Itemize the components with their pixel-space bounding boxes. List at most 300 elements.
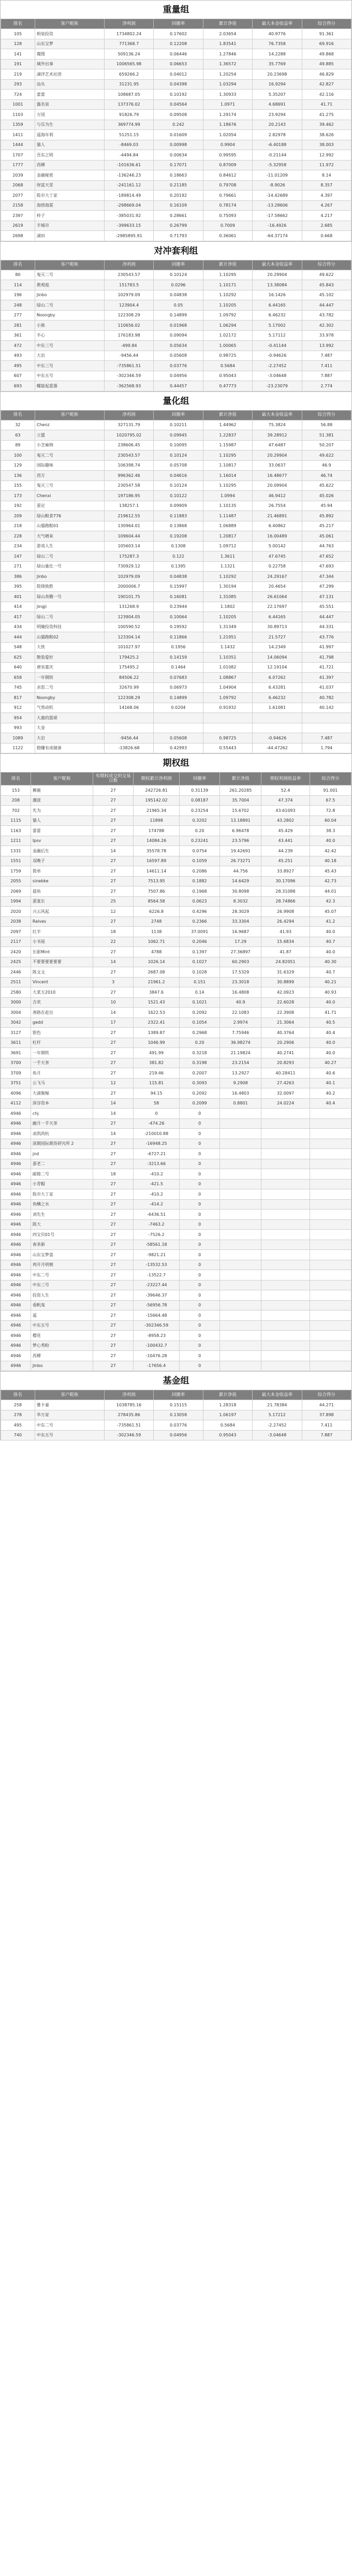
value-cell: 27: [93, 866, 134, 877]
nickname-cell: 蕾蕾: [35, 90, 104, 100]
table-row: [1, 997, 351, 1008]
value-cell: 14.06094: [253, 652, 302, 663]
rank-cell: 386: [1, 572, 35, 582]
nickname-cell: 看帆鬼: [31, 1300, 93, 1311]
value-cell: 45.026: [302, 491, 351, 501]
column-header[interactable]: 累计净值: [203, 1390, 252, 1400]
column-header[interactable]: 综合得分: [302, 19, 351, 29]
value-cell: 27: [93, 1028, 134, 1038]
value-cell: 20.2906: [261, 1038, 310, 1048]
value-cell: 42.3: [310, 896, 351, 907]
column-header[interactable]: 回撤率: [154, 410, 203, 420]
value-cell: -8.9026: [253, 180, 302, 191]
value-cell: -23.23079: [253, 381, 302, 391]
column-header[interactable]: 排名: [1, 410, 35, 420]
value-cell: 1.10205: [203, 300, 252, 311]
table-row: [1, 1189, 351, 1200]
value-cell: 1.36572: [203, 59, 252, 69]
value-cell: 1.61081: [253, 703, 302, 713]
value-cell: [154, 723, 203, 733]
value-cell: [310, 1260, 351, 1270]
table-row: [1, 1068, 351, 1079]
table-row: [1, 1038, 351, 1048]
value-cell: -6727.21: [134, 1149, 180, 1159]
rank-cell: 817: [1, 693, 35, 703]
value-cell: 0.17071: [154, 160, 203, 170]
value-cell: 10: [93, 997, 134, 1008]
table-row: [1, 612, 351, 622]
value-cell: 0: [180, 1240, 220, 1250]
value-cell: 0.3218: [180, 1048, 220, 1058]
value-cell: 0.71793: [154, 231, 203, 241]
rank-cell: 4946: [1, 1230, 31, 1240]
value-cell: 0.9904: [203, 140, 252, 150]
value-cell: 230543.57: [104, 450, 153, 461]
value-cell: 20.29904: [253, 270, 302, 280]
column-header[interactable]: 回撤率: [154, 19, 203, 29]
value-cell: 40.5: [310, 1017, 351, 1028]
value-cell: 42.73: [310, 876, 351, 886]
value-cell: [261, 1219, 310, 1230]
rank-cell: 2425: [1, 957, 31, 967]
value-cell: 14: [93, 1098, 134, 1109]
value-cell: 11898: [134, 816, 180, 826]
rank-cell: 2038: [1, 916, 31, 927]
column-header[interactable]: 综合得分: [310, 773, 351, 785]
value-cell: 0.1308: [154, 541, 203, 551]
nickname-cell: 一年钢铁: [35, 673, 104, 683]
table-row: [1, 541, 351, 551]
nickname-cell: 红半: [31, 927, 93, 937]
rank-cell: 4946: [1, 1118, 31, 1129]
nickname-cell: 万国: [35, 110, 104, 120]
value-cell: 22.17697: [253, 602, 302, 612]
value-cell: [253, 713, 302, 723]
value-cell: 0: [180, 1189, 220, 1200]
value-cell: 27: [93, 1320, 134, 1331]
rank-cell: 277: [1, 310, 35, 321]
value-cell: 40.7: [310, 967, 351, 978]
value-cell: 123304.14: [104, 632, 153, 643]
value-cell: 0.1968: [180, 886, 220, 897]
value-cell: 16.1426: [253, 290, 302, 300]
value-cell: 7.487: [302, 351, 351, 361]
column-header[interactable]: 客户昵称: [35, 410, 104, 420]
table-row: [1, 160, 351, 170]
value-cell: 26.4294: [261, 916, 310, 927]
value-cell: [261, 1300, 310, 1311]
column-header[interactable]: 排名: [1, 260, 35, 270]
value-cell: [261, 1179, 310, 1189]
nickname-cell: 稳赚有成储备: [35, 743, 104, 753]
value-cell: 1.04904: [203, 682, 252, 693]
table-row: [1, 703, 351, 713]
value-cell: 27: [93, 1058, 134, 1068]
value-cell: -2985895.91: [104, 231, 153, 241]
rank-cell: 993: [1, 723, 35, 733]
value-cell: 1.08867: [203, 673, 252, 683]
value-cell: [220, 1240, 261, 1250]
rank-cell: 128: [1, 39, 35, 49]
table-row: [1, 713, 351, 723]
column-header[interactable]: 累计净值: [203, 19, 252, 29]
column-header[interactable]: 累计净值: [220, 773, 261, 785]
value-cell: 7.411: [302, 361, 351, 371]
value-cell: 730929.12: [104, 561, 153, 572]
rank-cell: 4096: [1, 1088, 31, 1099]
value-cell: 27: [93, 947, 134, 957]
table-row: [1, 806, 351, 816]
value-cell: 37.898: [302, 1410, 351, 1420]
nickname-cell: 海傍海棠: [35, 200, 104, 211]
rank-cell: 2619: [1, 221, 35, 231]
value-cell: -8469.03: [104, 140, 153, 150]
value-cell: -100432.7: [134, 1341, 180, 1351]
value-cell: 7.75946: [220, 1028, 261, 1038]
value-cell: 41.71: [310, 1008, 351, 1018]
value-cell: 219612.55: [104, 511, 153, 521]
value-cell: 6.46232: [253, 310, 302, 321]
column-header[interactable]: 客户昵称: [35, 1390, 104, 1400]
value-cell: 7.887: [302, 371, 351, 381]
value-cell: 6.40862: [253, 521, 302, 531]
nickname-cell: 蕾蕾: [31, 826, 93, 836]
table-row: [1, 1361, 351, 1371]
value-cell: 40.4: [310, 1028, 351, 1038]
value-cell: 27: [93, 1341, 134, 1351]
section-title: 量化组: [1, 391, 351, 410]
value-cell: 35578.78: [134, 846, 180, 856]
value-cell: 1.10817: [203, 460, 252, 471]
value-cell: [220, 1320, 261, 1331]
rank-cell: 278: [1, 1410, 35, 1420]
value-cell: 24.0224: [261, 1098, 310, 1109]
value-cell: 46.829: [302, 69, 351, 80]
value-cell: 35.7004: [220, 795, 261, 806]
rank-cell: 4946: [1, 1250, 31, 1260]
value-cell: 0.87009: [203, 160, 252, 170]
rank-cell: 2055: [1, 876, 31, 886]
value-cell: 130964.01: [104, 521, 153, 531]
column-header[interactable]: 最大本金收益率: [253, 1390, 302, 1400]
value-cell: 1.0994: [203, 491, 252, 501]
column-header[interactable]: 最大本金收益率: [253, 19, 302, 29]
rank-cell: 495: [1, 1420, 35, 1431]
rank-cell: 4946: [1, 1199, 31, 1210]
value-cell: -56956.78: [134, 1300, 180, 1311]
value-cell: 0.78174: [203, 200, 252, 211]
value-cell: 0.1059: [180, 856, 220, 866]
value-cell: 0.3202: [180, 816, 220, 826]
value-cell: 1138: [134, 927, 180, 937]
value-cell: 0.5684: [203, 1420, 252, 1431]
value-cell: [310, 1159, 351, 1169]
rank-cell: 100: [1, 450, 35, 461]
value-cell: 0: [180, 1179, 220, 1189]
value-cell: 33.3304: [220, 916, 261, 927]
value-cell: 41.397: [302, 673, 351, 683]
value-cell: 45.061: [302, 531, 351, 542]
table-row: [1, 341, 351, 351]
value-cell: 47.344: [302, 572, 351, 582]
nickname-cell: 刘先生: [31, 1210, 93, 1220]
rank-cell: 1089: [1, 733, 35, 744]
column-header[interactable]: 综合得分: [302, 1390, 351, 1400]
value-cell: 0.2968: [180, 1028, 220, 1038]
value-cell: -410.2: [134, 1189, 180, 1200]
column-header[interactable]: 最大本金收益率: [253, 260, 302, 270]
nickname-cell: 中东五号: [31, 1320, 93, 1331]
rank-cell: 395: [1, 581, 35, 592]
column-header[interactable]: 回撤率: [154, 1390, 203, 1400]
column-header[interactable]: 排名: [1, 19, 35, 29]
rank-cell: 105: [1, 29, 35, 39]
value-cell: 0.04616: [154, 471, 203, 481]
column-header[interactable]: 排名: [1, 1390, 35, 1400]
value-cell: 261.20285: [220, 785, 261, 796]
value-cell: 1.1802: [203, 602, 252, 612]
value-cell: 1020795.02: [104, 430, 153, 441]
value-cell: 1.06294: [203, 321, 252, 331]
column-header[interactable]: 综合得分: [302, 260, 351, 270]
value-cell: 26.73271: [220, 856, 261, 866]
nickname-cell: 中东二号: [31, 1270, 93, 1280]
value-cell: 40.2: [310, 1088, 351, 1099]
table-row: [1, 1149, 351, 1159]
value-cell: 6.43281: [253, 682, 302, 693]
value-cell: 91826.79: [104, 110, 153, 120]
nickname-cell: 大鹿的篮球: [35, 713, 104, 723]
value-cell: 27: [93, 916, 134, 927]
value-cell: 46.9412: [253, 491, 302, 501]
value-cell: 20.29904: [253, 450, 302, 461]
value-cell: 31231.95: [104, 79, 153, 90]
nickname-cell: 绿山粮食776: [35, 511, 104, 521]
rank-cell: 417: [1, 612, 35, 622]
value-cell: 0: [180, 1159, 220, 1169]
value-cell: 45.892: [302, 511, 351, 521]
value-cell: 72.8: [310, 806, 351, 816]
value-cell: 42.116: [302, 90, 351, 100]
value-cell: 0: [180, 1341, 220, 1351]
value-cell: 30.89713: [253, 622, 302, 632]
section-4: [1, 1371, 351, 1440]
value-cell: 105603.14: [104, 541, 153, 551]
value-cell: 43.2802: [261, 816, 310, 826]
column-header[interactable]: 回撤率: [154, 260, 203, 270]
column-header[interactable]: 净利润: [104, 19, 153, 29]
value-cell: 40.782: [302, 693, 351, 703]
rank-cell: 4946: [1, 1290, 31, 1301]
rank-cell: 4946: [1, 1320, 31, 1331]
column-header[interactable]: 有期权成交的交易日数: [93, 773, 134, 785]
value-cell: [220, 1331, 261, 1341]
value-cell: 0.5684: [203, 361, 252, 371]
rank-cell: 3004: [1, 1008, 31, 1018]
value-cell: 0.2099: [180, 1098, 220, 1109]
column-header[interactable]: 回撤率: [180, 773, 220, 785]
column-header[interactable]: 客户昵称: [35, 260, 104, 270]
value-cell: 14084.26: [134, 836, 180, 846]
value-cell: 20.8293: [261, 1058, 310, 1068]
value-cell: 30.8098: [220, 886, 261, 897]
table-row: [1, 1159, 351, 1169]
value-cell: 0: [180, 1280, 220, 1290]
value-cell: 2322.41: [134, 1017, 180, 1028]
rank-cell: 1331: [1, 846, 31, 856]
value-cell: 45.217: [302, 521, 351, 531]
value-cell: 41.93: [261, 927, 310, 937]
table-row: [1, 1098, 351, 1109]
value-cell: [310, 1351, 351, 1361]
value-cell: 0.10095: [154, 440, 203, 450]
value-cell: 40.30: [310, 957, 351, 967]
value-cell: 75.3824: [253, 420, 302, 430]
rank-cell: 248: [1, 300, 35, 311]
rank-cell: 3691: [1, 1048, 31, 1058]
value-cell: 13.2927: [220, 1068, 261, 1079]
value-cell: 0.122: [154, 551, 203, 562]
value-cell: 1.18676: [203, 120, 252, 130]
value-cell: 12.992: [302, 150, 351, 161]
section-title: 基金组: [1, 1371, 351, 1390]
value-cell: [302, 713, 351, 723]
table-row: [1, 632, 351, 643]
nickname-cell: 遥海年利: [35, 130, 104, 140]
value-cell: 47.6487: [253, 440, 302, 450]
rank-cell: 2097: [1, 927, 31, 937]
value-cell: 15.6702: [220, 806, 261, 816]
value-cell: 1006565.98: [104, 59, 153, 69]
section-0: [1, 0, 351, 241]
value-cell: 27: [93, 1159, 134, 1169]
column-header[interactable]: 最大本金收益率: [253, 410, 302, 420]
nickname-cell: 半心: [35, 330, 104, 341]
nickname-cell: 绿山奔腾一号: [35, 592, 104, 602]
column-header[interactable]: 期权累计净利润: [134, 773, 180, 785]
value-cell: -17.58662: [253, 211, 302, 221]
value-cell: 0.11883: [154, 511, 203, 521]
value-cell: [310, 1129, 351, 1139]
rank-cell: 745: [1, 682, 35, 693]
value-cell: -6.40188: [253, 140, 302, 150]
value-cell: 1.29174: [203, 110, 252, 120]
value-cell: 278435.86: [104, 1410, 153, 1420]
value-cell: 27: [93, 1290, 134, 1301]
nickname-cell: 中东五号: [35, 1430, 104, 1440]
value-cell: 0: [180, 1169, 220, 1180]
value-cell: 49.885: [302, 59, 351, 69]
value-cell: 4.267: [302, 200, 351, 211]
rank-cell: 740: [1, 1430, 35, 1440]
value-cell: -11.01209: [253, 170, 302, 181]
value-cell: -210010.88: [134, 1129, 180, 1139]
value-cell: 8564.58: [134, 896, 180, 907]
value-cell: 0.10064: [154, 612, 203, 622]
nickname-cell: 鬼灭二号: [35, 450, 104, 461]
value-cell: 27: [93, 1048, 134, 1058]
rank-cell: 625: [1, 652, 35, 663]
value-cell: 1.30194: [203, 581, 252, 592]
table-row: [1, 471, 351, 481]
column-header[interactable]: 累计净值: [203, 260, 252, 270]
column-header[interactable]: 净利润: [104, 260, 153, 270]
rank-cell: 4946: [1, 1109, 31, 1119]
nickname-cell: Jinbo: [35, 572, 104, 582]
table-row: [1, 652, 351, 663]
value-cell: 13.18891: [220, 816, 261, 826]
column-header[interactable]: 期权利润收益率: [261, 773, 310, 785]
value-cell: 0.2092: [180, 1008, 220, 1018]
value-cell: -302346.59: [104, 371, 153, 381]
rank-cell: 2420: [1, 947, 31, 957]
value-cell: 0.36061: [203, 231, 252, 241]
column-header[interactable]: 排名: [1, 773, 31, 785]
value-cell: 381.82: [134, 1058, 180, 1068]
value-cell: [310, 1199, 351, 1210]
value-cell: 0.18663: [154, 170, 203, 181]
rank-cell: 4946: [1, 1219, 31, 1230]
nickname-cell: 猫人: [35, 140, 104, 150]
value-cell: 0.10124: [154, 481, 203, 491]
column-header[interactable]: 客户昵称: [31, 773, 93, 785]
table-row: [1, 1410, 351, 1420]
value-cell: 1.83541: [203, 39, 252, 49]
value-cell: [220, 1290, 261, 1301]
value-cell: 13.992: [302, 341, 351, 351]
value-cell: [302, 723, 351, 733]
rank-cell: 2068: [1, 180, 35, 191]
section-title: 期权组: [1, 753, 351, 772]
value-cell: 38.003: [302, 140, 351, 150]
value-cell: 0: [134, 1109, 180, 1119]
table-row: [1, 1210, 351, 1220]
nickname-cell: jnd: [31, 1149, 93, 1159]
nickname-cell: 鱼月: [31, 1068, 93, 1079]
value-cell: 0.15115: [154, 1400, 203, 1410]
table-row: [1, 1300, 351, 1311]
nickname-cell: Vincent: [31, 977, 93, 987]
rank-cell: 4946: [1, 1311, 31, 1321]
value-cell: 1.21951: [203, 632, 252, 643]
column-header[interactable]: 客户昵称: [35, 19, 104, 29]
nickname-cell: 大菜玉2010: [31, 987, 93, 998]
value-cell: 1.0971: [203, 99, 252, 110]
value-cell: [261, 1280, 310, 1290]
table-row: [1, 1270, 351, 1280]
rank-cell: 4946: [1, 1240, 31, 1250]
ranking-table: [1, 1390, 351, 1440]
value-cell: -4494.84: [104, 150, 153, 161]
nickname-cell: 露名泉: [35, 99, 104, 110]
nickname-cell: 绿山二号: [35, 300, 104, 311]
value-cell: 27: [93, 1361, 134, 1371]
value-cell: 0.55443: [203, 743, 252, 753]
value-cell: 24.29167: [253, 572, 302, 582]
table-row: [1, 836, 351, 846]
value-cell: -302346.59: [134, 1320, 180, 1331]
nickname-cell: 绿山二号: [35, 551, 104, 562]
rank-cell: 2397: [1, 211, 35, 221]
nickname-cell: 股锋致胜: [35, 581, 104, 592]
column-header[interactable]: 累计净值: [203, 410, 252, 420]
column-header[interactable]: 净利润: [104, 410, 153, 420]
column-header[interactable]: 净利润: [104, 1390, 153, 1400]
rank-cell: 228: [1, 531, 35, 542]
column-header[interactable]: 综合得分: [302, 410, 351, 420]
value-cell: 0.91932: [203, 703, 252, 713]
value-cell: 14.2349: [253, 642, 302, 652]
